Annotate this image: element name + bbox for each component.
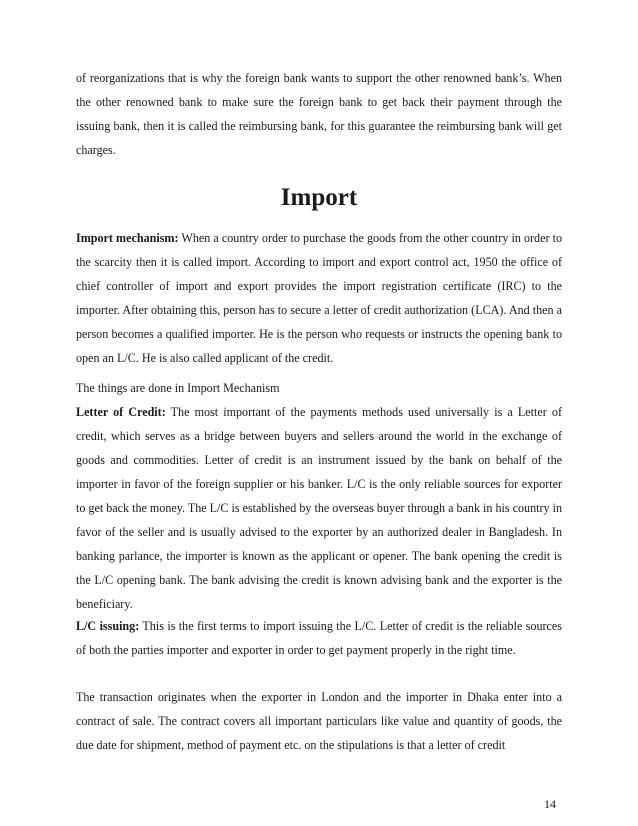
intro-paragraph: of reorganizations that is why the foreign bank wants to support the other renowned bank’s. When the other renowned bank to make sure the foreign bank to get back their payment through the issuing bank, then it is called the reimbursing bank, for this guarantee the reimbursing bank will get charges. (76, 71, 562, 157)
things-line: The things are done in Import Mechanism (76, 381, 280, 395)
page-number: 14 (544, 797, 556, 811)
transaction-paragraph: The transaction originates when the exporter in London and the importer in Dhaka enter into a contract of sale. The contract covers all important particulars like value and quantity of goods, the due date for shipment, method of payment etc. on the stipulations is that a letter of credit (76, 690, 562, 752)
import-mechanism-text: When a country order to purchase the goods from the other country in order to the scarcity then it is called import. According to import and export control act, 1950 the office of chief controller of import and export provides the import registration certificate (IRC) to the importer. After obtaining this, person has to secure a letter of credit authorization (LCA). And then a person becomes a qualified importer. He is the person who requests or instructs the opening bank to open an L/C. He is also called applicant of the credit. (76, 231, 562, 365)
lc-issuing-text: This is the first terms to import issuing the L/C. Letter of credit is the reliable sources of both the parties importer and exporter in order to get payment properly in the right time. (76, 619, 562, 657)
letter-of-credit-label: Letter of Credit: (76, 405, 166, 419)
lc-issuing-paragraph (76, 614, 562, 662)
section-heading: Import (280, 184, 358, 211)
import-mechanism-paragraph (76, 226, 562, 370)
lc-issuing-label: L/C issuing: (76, 619, 140, 633)
letter-of-credit-text: The most important of the payments methods used universally is a Letter of credit, which serves as a bridge between buyers and sellers around the world in the exchange of goods and commodities. Letter of credit is an instrument issued by the bank on behalf of the importer in favor of the foreign supplier or his banker. L/C is the only reliable sources for exporter to get back the money. The L/C is established by the overseas buyer through a bank in his country in favor of the seller and is usually advised to the exporter by an authorized dealer in Bangladesh. In banking parlance, the importer is known as the applicant or opener. The bank opening the credit is the L/C opening bank. The bank advising the credit is known advising bank and the exporter is the beneficiary. (76, 405, 562, 611)
letter-of-credit-paragraph (76, 400, 562, 616)
import-mechanism-label: Import mechanism: (76, 231, 179, 245)
